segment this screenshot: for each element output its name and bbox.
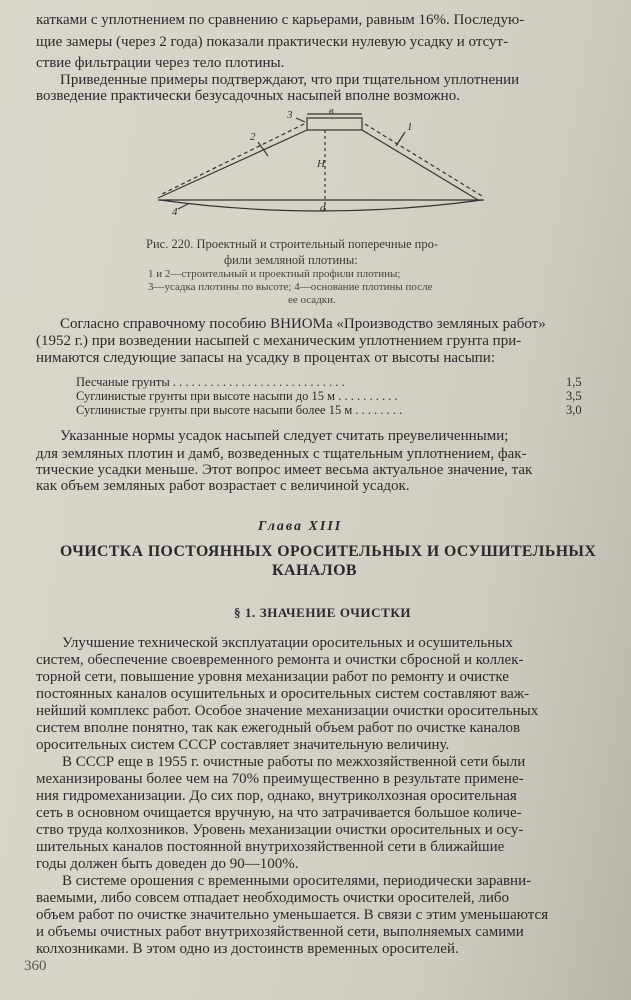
text-line: постоянных каналов осушительных и оросительных систем составляют важ-	[36, 686, 530, 702]
text-line: ствие фильтрации через тело плотины.	[36, 55, 285, 71]
text-line: как объем земляных работ возрастает с величиной усадок.	[36, 478, 410, 494]
figure-caption-title: Рис. 220. Проектный и строительный поперечные про-	[146, 237, 439, 251]
right-slope-line	[362, 130, 478, 200]
text-line: сеть в основном очищается вручную, на что затрачивается большое количе-	[36, 805, 522, 821]
text-line: ваемыми, либо совсем отпадает необходимость очистки оросителей, либо	[36, 890, 509, 906]
figure-caption-legend: 3—усадка плотины по высоте; 4—основание плотины после	[148, 281, 433, 293]
table-label: Песчаные грунты . . . . . . . . . . . . . . . . . . . . . . . . . . . .	[76, 375, 345, 389]
section-title: § 1. ЗНАЧЕНИЕ ОЧИСТКИ	[234, 605, 412, 620]
text-line: систем вполне понятно, так как ежегодный объем работ по очистке каналов	[36, 720, 521, 736]
leader-1	[396, 132, 405, 146]
figure-label-3: 3	[287, 109, 293, 121]
text-line: объем работ по очистке значительно уменьшается. В связи с этим уменьшаются	[36, 907, 549, 923]
figure-caption-title: фили земляной плотины:	[224, 253, 358, 267]
left-slope-line	[158, 130, 307, 198]
leader-3	[296, 118, 305, 122]
table-row	[76, 375, 345, 389]
figure-label-H: H	[317, 158, 325, 170]
dam-crest	[307, 118, 362, 130]
table-value: 3,5	[566, 389, 582, 403]
figure-caption-legend: 1 и 2—строительный и проектный профили плотины;	[148, 268, 401, 280]
text-line: В системе орошения с временными оросителями, периодически заравни-	[62, 873, 532, 889]
text-line: систем, обеспечение своевременного ремонта и очистки сбросной и коллек-	[36, 652, 524, 668]
page-number: 360	[24, 958, 47, 974]
figure-label-d: d	[320, 202, 326, 214]
table-row	[76, 403, 402, 417]
figure-caption-legend: ее осадки.	[288, 294, 336, 306]
table-value: 1,5	[566, 375, 582, 389]
text-line: В СССР еще в 1955 г. очистные работы по межхозяйственной сети были	[62, 754, 526, 770]
chapter-number: Глава XIII	[258, 519, 343, 534]
text-line: нимаются следующие запасы на усадку в процентах от высоты насыпи:	[36, 350, 496, 366]
text-line: Согласно справочному пособию ВНИОМа «Производство земляных работ»	[60, 316, 546, 332]
table-value: 3,0	[566, 403, 582, 417]
table-row	[76, 389, 398, 403]
text-line: механизированы более чем на 70% преимущественно в результате примене-	[36, 771, 524, 787]
figure-label-1: 1	[407, 121, 413, 133]
chapter-title: КАНАЛОВ	[272, 562, 357, 579]
text-line: для земляных плотин и дамб, возведенных с тщательным уплотнением, фак-	[36, 446, 527, 462]
figure-label-2: 2	[250, 131, 256, 143]
text-line: Улучшение технической эксплуатации оросительных и осушительных	[62, 635, 513, 651]
text-line: годы должен быть доведен до 90—100%.	[36, 856, 299, 872]
left-slope-dashed	[162, 124, 304, 194]
text-line: возведение практически безусадочных насыпей вполне возможно.	[36, 88, 460, 104]
right-slope-dashed	[365, 124, 482, 196]
text-line: нейший комплекс работ. Особое значение механизации очистки оросительных	[36, 703, 539, 719]
text-line: (1952 г.) при возведении насыпей с механическим уплотнением грунта при-	[36, 333, 522, 349]
text-line: колхозниками. В этом одно из достоинств временных оросителей.	[36, 941, 459, 957]
leader-4	[178, 204, 188, 209]
text-line: торной сети, повышение уровня механизации работ по ремонту и очистке	[36, 669, 509, 685]
text-line: щие замеры (через 2 года) показали практически нулевую усадку и отсут-	[36, 34, 509, 50]
text-line: Указанные нормы усадок насыпей следует считать преувеличенными;	[60, 428, 509, 444]
text-line: оросительных систем СССР составляет значительную величину.	[36, 737, 450, 753]
table-label: Суглинистые грунты при высоте насыпи до 15 м . . . . . . . . . .	[76, 389, 398, 403]
text-line: шительных каналов постоянной внутрихозяйственной сети в ближайшие	[36, 839, 505, 855]
figure-label-b: в	[329, 105, 334, 117]
text-line: тические усадки меньше. Этот вопрос имеет весьма актуальное значение, так	[36, 462, 533, 478]
text-line: ния гидромеханизации. До сих пор, однако, внутриколхозная оросительная	[36, 788, 517, 804]
text-line: Приведенные примеры подтверждают, что при тщательном уплотнении	[60, 72, 520, 88]
chapter-title: ОЧИСТКА ПОСТОЯННЫХ ОРОСИТЕЛЬНЫХ И ОСУШИТЕЛЬНЫХ	[60, 543, 597, 560]
table-label: Суглинистые грунты при высоте насыпи более 15 м . . . . . . . .	[76, 403, 403, 417]
figure-label-4: 4	[172, 206, 178, 218]
text-line: и объемы очистных работ внутрихозяйственной сети, выполняемых самими	[36, 924, 524, 940]
text-line: ство труда колхозников. Уровень механизации очистки оросительных и осу-	[36, 822, 524, 838]
text-line: катками с уплотнением по сравнению с карьерами, равным 16%. Последую-	[36, 12, 525, 28]
